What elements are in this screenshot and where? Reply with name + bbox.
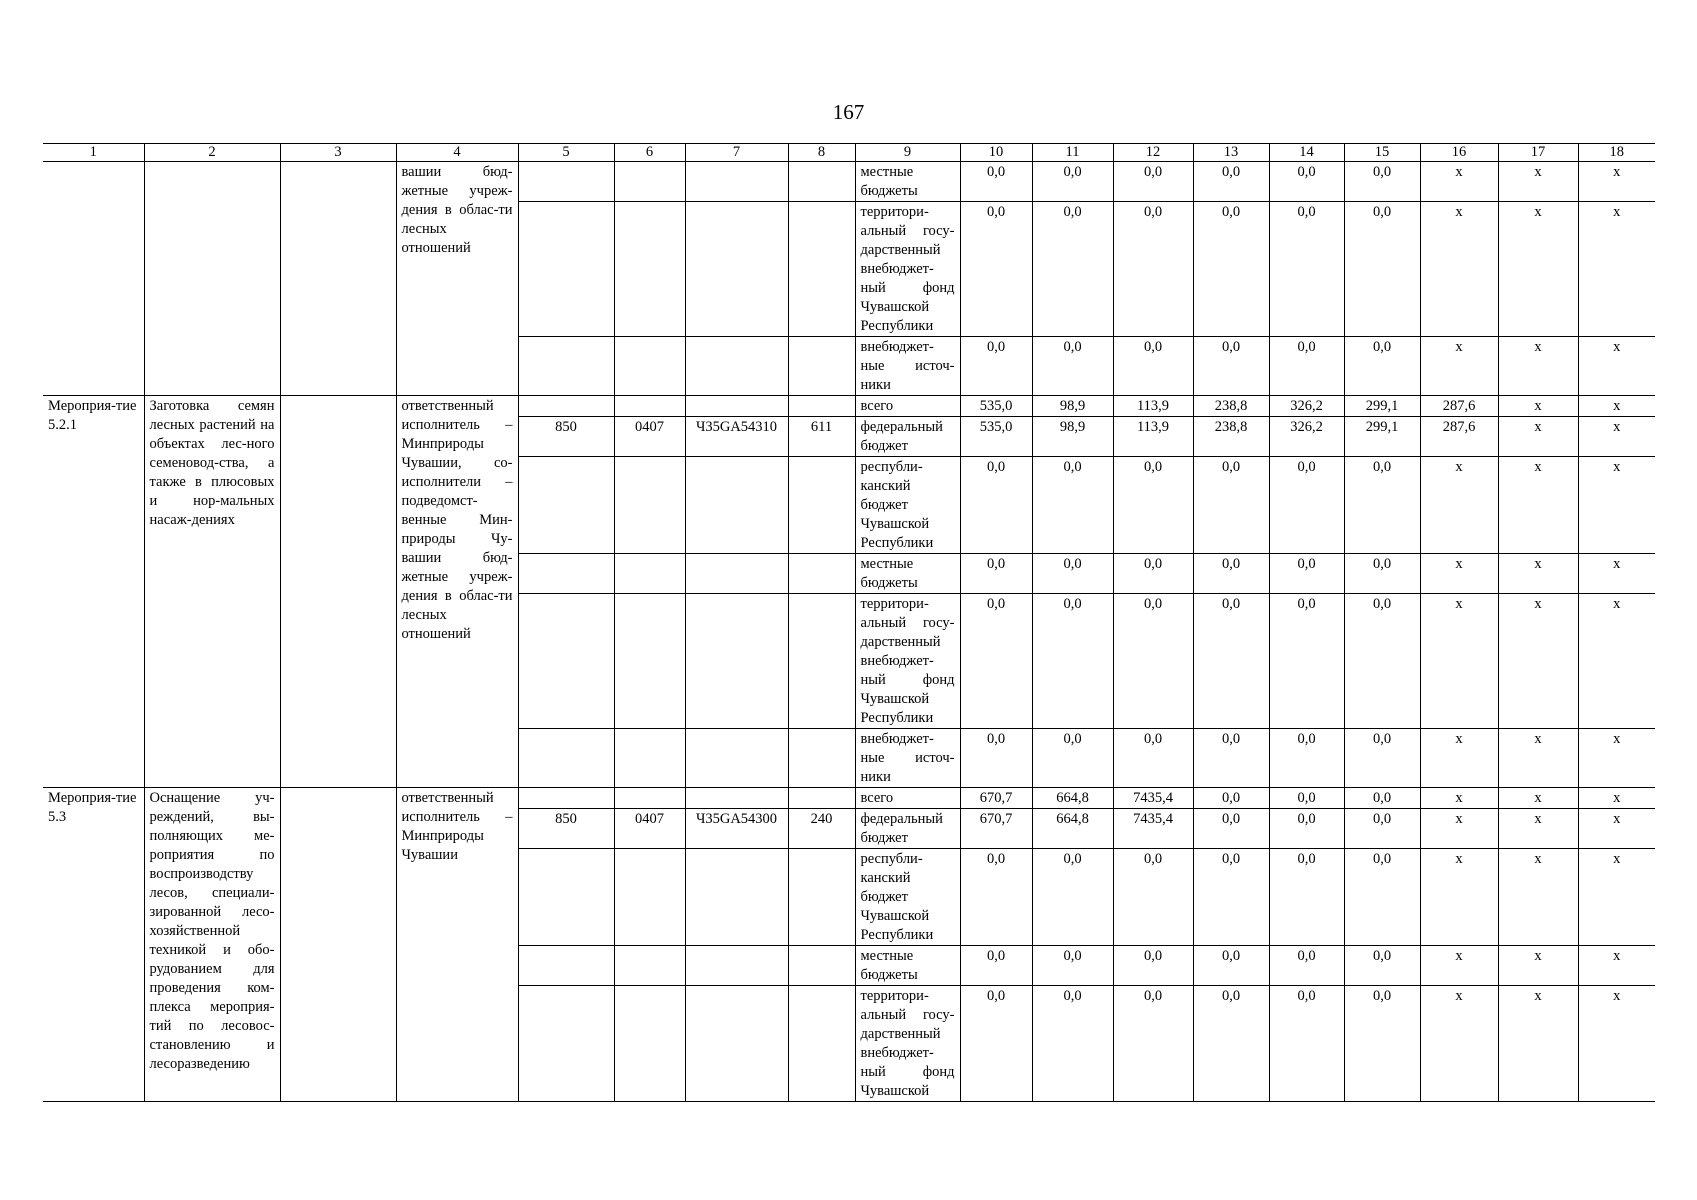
funding-source-cell: всего [855, 396, 960, 417]
value-cell: x [1420, 337, 1498, 396]
value-cell: 664,8 [1032, 809, 1113, 849]
value-cell: x [1498, 788, 1578, 809]
value-cell: 0,0 [1344, 554, 1420, 594]
value-cell: x [1578, 788, 1655, 809]
value-cell: 113,9 [1113, 417, 1193, 457]
column-header: 3 [280, 144, 396, 162]
value-cell: 0,0 [1193, 202, 1269, 337]
column-header: 5 [518, 144, 614, 162]
value-cell: 0,0 [1269, 202, 1344, 337]
value-cell: 299,1 [1344, 396, 1420, 417]
value-cell: x [1498, 554, 1578, 594]
value-cell: 535,0 [960, 396, 1032, 417]
column-header: 7 [685, 144, 788, 162]
value-cell: x [1498, 337, 1578, 396]
column-header: 1 [43, 144, 144, 162]
value-cell: x [1578, 396, 1655, 417]
value-cell: 0,0 [960, 946, 1032, 986]
funding-source-cell: всего [855, 788, 960, 809]
budget-code-cell: 0407 [614, 417, 685, 457]
value-cell: 0,0 [1113, 554, 1193, 594]
value-cell: x [1420, 457, 1498, 554]
column-header: 17 [1498, 144, 1578, 162]
value-cell: 0,0 [1269, 986, 1344, 1102]
budget-code-cell [518, 849, 614, 946]
value-cell: x [1420, 594, 1498, 729]
value-cell: 0,0 [1344, 729, 1420, 788]
value-cell: 0,0 [1193, 946, 1269, 986]
value-cell: 287,6 [1420, 417, 1498, 457]
column-header-row [43, 144, 1655, 162]
value-cell: x [1420, 986, 1498, 1102]
budget-code-cell: 240 [788, 809, 855, 849]
value-cell: x [1578, 457, 1655, 554]
column-header: 4 [396, 144, 518, 162]
value-cell: 0,0 [1032, 849, 1113, 946]
value-cell: 0,0 [1032, 457, 1113, 554]
budget-code-cell [685, 162, 788, 202]
value-cell: x [1578, 729, 1655, 788]
budget-code-cell [614, 986, 685, 1102]
value-cell: x [1420, 729, 1498, 788]
column-header: 11 [1032, 144, 1113, 162]
value-cell: 0,0 [1193, 337, 1269, 396]
value-cell: 98,9 [1032, 417, 1113, 457]
column-header: 12 [1113, 144, 1193, 162]
budget-code-cell [685, 202, 788, 337]
budget-code-cell [788, 729, 855, 788]
value-cell: 0,0 [1113, 946, 1193, 986]
value-cell: 7435,4 [1113, 809, 1193, 849]
value-cell: 0,0 [1113, 729, 1193, 788]
value-cell: x [1498, 396, 1578, 417]
funding-source-cell: местные бюджеты [855, 162, 960, 202]
value-cell: x [1498, 849, 1578, 946]
budget-code-cell [685, 788, 788, 809]
budget-code-cell [788, 849, 855, 946]
funding-source-cell: местные бюджеты [855, 554, 960, 594]
budget-code-cell [685, 396, 788, 417]
value-cell: 0,0 [1113, 594, 1193, 729]
budget-code-cell [614, 594, 685, 729]
value-cell: x [1498, 457, 1578, 554]
value-cell: x [1578, 202, 1655, 337]
value-cell: 0,0 [960, 554, 1032, 594]
value-cell: x [1578, 946, 1655, 986]
value-cell: 0,0 [1269, 337, 1344, 396]
funding-source-cell: территори-альный госу-дарственный внебюджет-ный фонд Чувашской Республики [855, 202, 960, 337]
value-cell: 0,0 [960, 162, 1032, 202]
budget-code-cell [788, 202, 855, 337]
value-cell: 0,0 [1269, 162, 1344, 202]
value-cell: x [1498, 417, 1578, 457]
budget-code-cell [614, 396, 685, 417]
value-cell: x [1578, 417, 1655, 457]
budget-code-cell [518, 729, 614, 788]
budget-code-cell [788, 396, 855, 417]
value-cell: 0,0 [1344, 202, 1420, 337]
responsible-cell: ответственный исполнитель – Минприроды Чувашии, со-исполнители – подведомст-венные Мин-природы Чу-вашии бюд-жетные учреж-дения в облас-ти лесных отношений [396, 396, 518, 788]
value-cell: x [1498, 986, 1578, 1102]
value-cell: x [1498, 594, 1578, 729]
value-cell: x [1578, 162, 1655, 202]
budget-code-cell [614, 337, 685, 396]
target-indicator-cell [280, 396, 396, 788]
value-cell: 0,0 [1344, 337, 1420, 396]
value-cell: 0,0 [1269, 457, 1344, 554]
budget-code-cell [614, 554, 685, 594]
value-cell: x [1420, 849, 1498, 946]
budget-code-cell [788, 594, 855, 729]
funding-source-cell: республи-канский бюджет Чувашской Республики [855, 849, 960, 946]
value-cell: x [1420, 809, 1498, 849]
value-cell: 326,2 [1269, 396, 1344, 417]
value-cell: 0,0 [1032, 202, 1113, 337]
budget-code-cell [685, 594, 788, 729]
value-cell: 0,0 [960, 337, 1032, 396]
column-header: 16 [1420, 144, 1498, 162]
column-header: 15 [1344, 144, 1420, 162]
value-cell: 0,0 [960, 457, 1032, 554]
value-cell: x [1578, 337, 1655, 396]
value-cell: 0,0 [1344, 594, 1420, 729]
table-row [43, 788, 1655, 809]
value-cell: 0,0 [1032, 337, 1113, 396]
value-cell: 0,0 [1269, 809, 1344, 849]
value-cell: 0,0 [960, 729, 1032, 788]
value-cell: 0,0 [1269, 594, 1344, 729]
value-cell: 299,1 [1344, 417, 1420, 457]
value-cell: 0,0 [960, 594, 1032, 729]
budget-code-cell [685, 986, 788, 1102]
value-cell: x [1578, 986, 1655, 1102]
measure-code-cell: Мероприя-тие 5.2.1 [43, 396, 144, 788]
budget-code-cell [518, 337, 614, 396]
measure-code-cell: Мероприя-тие 5.3 [43, 788, 144, 1102]
value-cell: 0,0 [1032, 162, 1113, 202]
value-cell: 0,0 [1344, 986, 1420, 1102]
value-cell: 0,0 [1269, 554, 1344, 594]
budget-code-cell: Ч35GA54310 [685, 417, 788, 457]
value-cell: 0,0 [1344, 849, 1420, 946]
measure-code-cell [43, 162, 144, 396]
budget-code-cell [518, 202, 614, 337]
value-cell: 0,0 [1193, 809, 1269, 849]
budget-code-cell [518, 986, 614, 1102]
page-number: 167 [832, 100, 865, 124]
budget-code-cell [614, 946, 685, 986]
budget-code-cell [685, 554, 788, 594]
value-cell: x [1420, 162, 1498, 202]
budget-code-cell [614, 729, 685, 788]
value-cell: 0,0 [1344, 788, 1420, 809]
budget-code-cell [518, 788, 614, 809]
budget-code-cell [518, 457, 614, 554]
value-cell: 664,8 [1032, 788, 1113, 809]
value-cell: 0,0 [1193, 986, 1269, 1102]
value-cell: 0,0 [1193, 594, 1269, 729]
funding-source-cell: местные бюджеты [855, 946, 960, 986]
funding-source-cell: территори-альный госу-дарственный внебюджет-ный фонд Чувашской Республики [855, 594, 960, 729]
budget-code-cell [788, 457, 855, 554]
value-cell: 0,0 [1113, 337, 1193, 396]
value-cell: 670,7 [960, 788, 1032, 809]
value-cell: x [1498, 202, 1578, 337]
budget-code-cell [614, 457, 685, 554]
value-cell: 0,0 [1269, 788, 1344, 809]
column-header: 9 [855, 144, 960, 162]
budget-code-cell [788, 554, 855, 594]
value-cell: x [1578, 594, 1655, 729]
value-cell: 0,0 [1269, 946, 1344, 986]
value-cell: 0,0 [1193, 729, 1269, 788]
value-cell: 0,0 [1113, 849, 1193, 946]
funding-source-cell: внебюджет-ные источ-ники [855, 337, 960, 396]
value-cell: x [1498, 809, 1578, 849]
funding-source-cell: федеральный бюджет [855, 809, 960, 849]
budget-code-cell [614, 788, 685, 809]
value-cell: 0,0 [960, 986, 1032, 1102]
measure-name-cell: Оснащение уч-реждений, вы-полняющих ме-роприятия по воспроизводству лесов, специали-зированной лесо-хозяйственной техникой и обо-рудованием для проведения ком-плекса мероприя-тий по лесовос-становлению и лесоразведению [144, 788, 280, 1102]
budget-code-cell [685, 729, 788, 788]
column-header: 2 [144, 144, 280, 162]
value-cell: 0,0 [1344, 946, 1420, 986]
budget-code-cell [685, 849, 788, 946]
budget-code-cell [788, 986, 855, 1102]
value-cell: 0,0 [1193, 849, 1269, 946]
budget-code-cell [614, 162, 685, 202]
value-cell: 0,0 [1032, 554, 1113, 594]
responsible-cell: вашии бюд-жетные учреж-дения в облас-ти лесных отношений [396, 162, 518, 396]
budget-code-cell [518, 396, 614, 417]
value-cell: 0,0 [1344, 457, 1420, 554]
value-cell: 0,0 [1193, 162, 1269, 202]
budget-code-cell [685, 946, 788, 986]
value-cell: 7435,4 [1113, 788, 1193, 809]
target-indicator-cell [280, 162, 396, 396]
measure-name-cell: Заготовка семян лесных растений на объектах лес-ного семеновод-ства, а также в плюсовых и нор-мальных насаж-дениях [144, 396, 280, 788]
table-row [43, 396, 1655, 417]
value-cell: x [1578, 849, 1655, 946]
value-cell: 0,0 [1113, 202, 1193, 337]
value-cell: x [1498, 729, 1578, 788]
value-cell: x [1420, 946, 1498, 986]
value-cell: 98,9 [1032, 396, 1113, 417]
budget-code-cell [685, 337, 788, 396]
funding-source-cell: федеральный бюджет [855, 417, 960, 457]
value-cell: 326,2 [1269, 417, 1344, 457]
column-header: 13 [1193, 144, 1269, 162]
budget-code-cell [788, 788, 855, 809]
budget-code-cell [685, 457, 788, 554]
value-cell: x [1578, 554, 1655, 594]
value-cell: x [1498, 946, 1578, 986]
value-cell: 0,0 [1344, 162, 1420, 202]
value-cell: 0,0 [960, 849, 1032, 946]
column-header: 18 [1578, 144, 1655, 162]
funding-source-cell: территори-альный госу-дарственный внебюджет-ный фонд Чувашской [855, 986, 960, 1102]
budget-table [43, 143, 1655, 1102]
budget-code-cell [518, 554, 614, 594]
value-cell: 287,6 [1420, 396, 1498, 417]
value-cell: 0,0 [1193, 554, 1269, 594]
budget-code-cell: Ч35GA54300 [685, 809, 788, 849]
value-cell: x [1420, 202, 1498, 337]
value-cell: 0,0 [1269, 729, 1344, 788]
funding-source-cell: республи-канский бюджет Чувашской Республики [855, 457, 960, 554]
column-header: 8 [788, 144, 855, 162]
value-cell: 238,8 [1193, 417, 1269, 457]
budget-code-cell [788, 946, 855, 986]
value-cell: x [1420, 554, 1498, 594]
budget-code-cell: 611 [788, 417, 855, 457]
budget-code-cell [518, 594, 614, 729]
value-cell: 535,0 [960, 417, 1032, 457]
value-cell: 0,0 [1032, 946, 1113, 986]
value-cell: 0,0 [1269, 849, 1344, 946]
value-cell: 670,7 [960, 809, 1032, 849]
budget-code-cell: 0407 [614, 809, 685, 849]
column-header: 10 [960, 144, 1032, 162]
column-header: 6 [614, 144, 685, 162]
value-cell: 113,9 [1113, 396, 1193, 417]
measure-name-cell [144, 162, 280, 396]
value-cell: 0,0 [1032, 986, 1113, 1102]
value-cell: x [1498, 162, 1578, 202]
table-row [43, 162, 1655, 202]
funding-source-cell: внебюджет-ные источ-ники [855, 729, 960, 788]
budget-code-cell [518, 162, 614, 202]
target-indicator-cell [280, 788, 396, 1102]
value-cell: x [1420, 788, 1498, 809]
value-cell: 238,8 [1193, 396, 1269, 417]
value-cell: 0,0 [1032, 594, 1113, 729]
value-cell: 0,0 [1113, 986, 1193, 1102]
value-cell: x [1578, 809, 1655, 849]
budget-code-cell [614, 202, 685, 337]
budget-code-cell [518, 946, 614, 986]
value-cell: 0,0 [1193, 457, 1269, 554]
value-cell: 0,0 [1113, 162, 1193, 202]
responsible-cell: ответственный исполнитель – Минприроды Чувашии [396, 788, 518, 1102]
budget-code-cell [788, 337, 855, 396]
column-header: 14 [1269, 144, 1344, 162]
budget-code-cell: 850 [518, 417, 614, 457]
budget-code-cell [788, 162, 855, 202]
value-cell: 0,0 [1113, 457, 1193, 554]
value-cell: 0,0 [960, 202, 1032, 337]
value-cell: 0,0 [1344, 809, 1420, 849]
budget-code-cell: 850 [518, 809, 614, 849]
value-cell: 0,0 [1032, 729, 1113, 788]
value-cell: 0,0 [1193, 788, 1269, 809]
budget-code-cell [614, 849, 685, 946]
